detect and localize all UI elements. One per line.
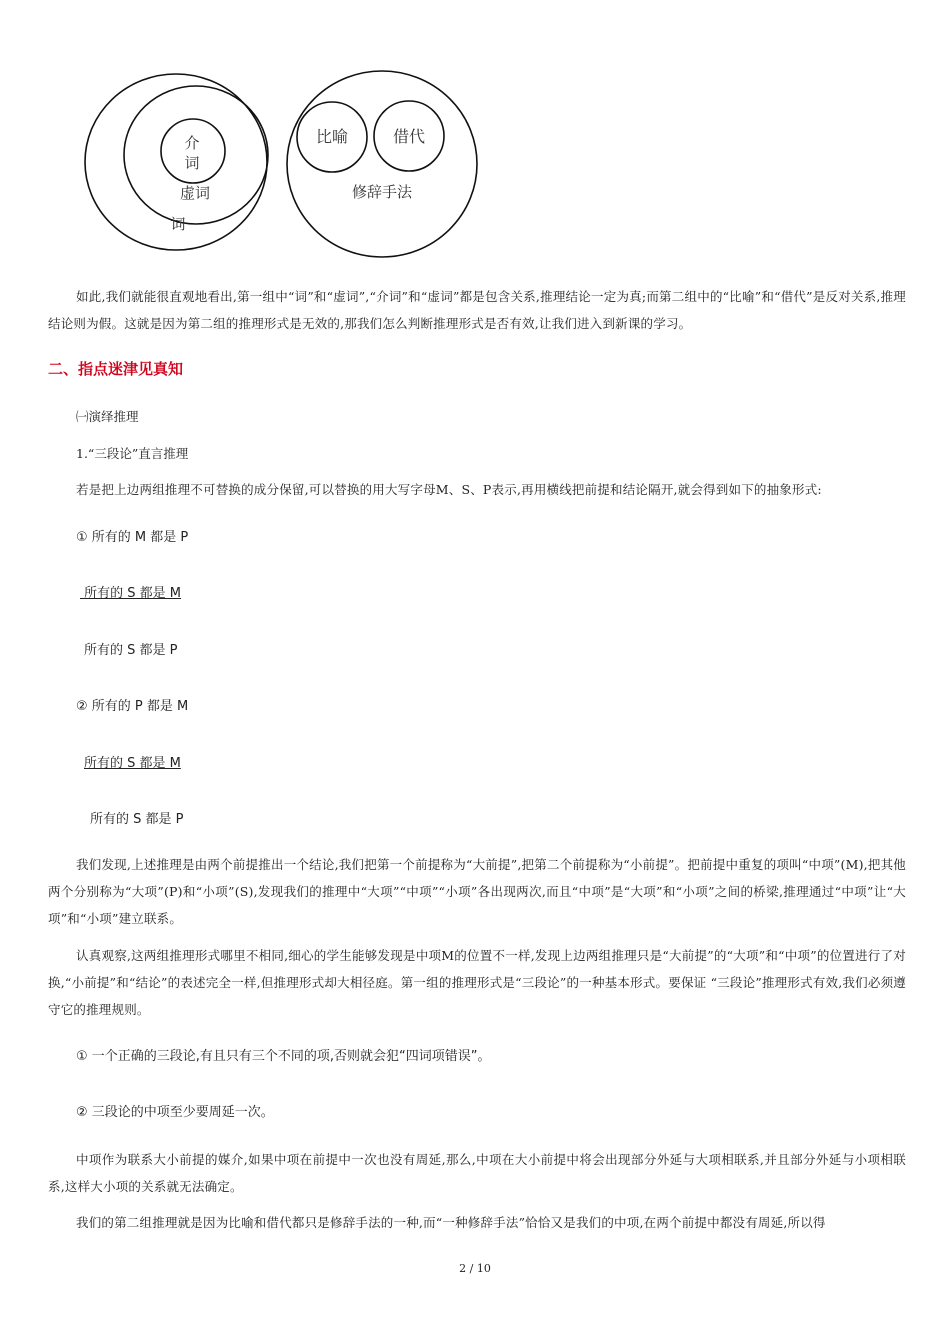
form1-conclusion: 所有的 S 都是 P	[84, 643, 178, 658]
right-euler-group	[287, 71, 477, 257]
section-heading: 二、指点迷津见真知	[48, 360, 184, 378]
paragraph-discover: 我们发现,上述推理是由两个前提推出一个结论,我们把第一个前提称为“大前提”,把第二个前提称为“小前提”。把前提中重复的项叫“中项”(M),把其他两个分别称为“大项”(P)和“小项”(S),发现我们的推理中“大项”“中项”“小项”各出现两次,而且“中项”是“大项”和“小项”之间的桥梁,推理通过“中项”让“大项”和“小项”建立联系。	[48, 857, 906, 926]
form1-minor-text: 所有的 S 都是 M	[84, 586, 182, 601]
form2-minor-premise: 所有的 S 都是 M	[84, 756, 181, 771]
form2-conclusion: 所有的 S 都是 P	[90, 812, 184, 827]
left-euler-group	[85, 74, 268, 250]
euler-diagram	[78, 58, 498, 268]
outer-circle-xiuci	[287, 71, 477, 257]
paragraph-observe: 认真观察,这两组推理形式哪里不相同,细心的学生能够发现是中项M的位置不一样,发现上边两组推理只是“大前提”的“大项”和“中项”的位置进行了对换,“小前提”和“结论”的表述完全一样,但推理形式却大相径庭。第一组的推理形式是“三段论”的一种基本形式。要保证 “三段论”推理形式有效,我们必须遵守它的推理规则。	[48, 948, 906, 1017]
page-number: 2 / 10	[459, 1262, 491, 1275]
paragraph-second-group: 我们的第二组推理就是因为比喻和借代都只是修辞手法的一种,而“一种修辞手法”恰恰又是我们的中项,在两个前提中都没有周延,所以得	[76, 1215, 826, 1230]
inner-label-line1: 介	[184, 134, 200, 152]
inner-label-line2: 词	[184, 154, 200, 172]
paragraph-abstract-form: 若是把上边两组推理不可替换的成分保留,可以替换的用大写字母M、S、P表示,再用横线把前提和结论隔开,就会得到如下的抽象形式:	[76, 482, 822, 497]
outer-label: 词	[170, 215, 186, 233]
circle2-label: 借代	[392, 127, 426, 146]
middle-label: 虚词	[179, 184, 211, 202]
form2-major-premise: ② 所有的 P 都是 M	[76, 699, 189, 714]
rule-one: ① 一个正确的三段论,有且只有三个不同的项,否则就会犯“四词项错误”。	[76, 1049, 491, 1064]
outer-label-xiuci: 修辞手法	[351, 183, 413, 201]
rule-two: ② 三段论的中项至少要周延一次。	[76, 1105, 274, 1120]
subsection-deductive: ㈠演绎推理	[76, 409, 139, 424]
paragraph-middle-term: 中项作为联系大小前提的媒介,如果中项在前提中一次也没有周延,那么,中项在大小前提中将会出现部分外延与大项相联系,并且部分外延与小项相联系,这样大小项的关系就无法确定。	[48, 1152, 906, 1194]
subsection-syllogism: 1.“三段论”直言推理	[76, 446, 189, 461]
form1-major-premise: ① 所有的 M 都是 P	[76, 530, 189, 545]
form1-minor-premise	[80, 582, 181, 601]
intro-paragraph: 如此,我们就能很直观地看出,第一组中“词”和“虚词”,“介词”和“虚词”都是包含关系,推理结论一定为真;而第二组中的“比喻”和“借代”是反对关系,推理结论则为假。这就是因为第二组的推理形式是无效的,那我们怎么判断推理形式是否有效,让我们进入到新课的学习。	[48, 289, 906, 331]
circle1-label: 比喻	[315, 127, 349, 146]
